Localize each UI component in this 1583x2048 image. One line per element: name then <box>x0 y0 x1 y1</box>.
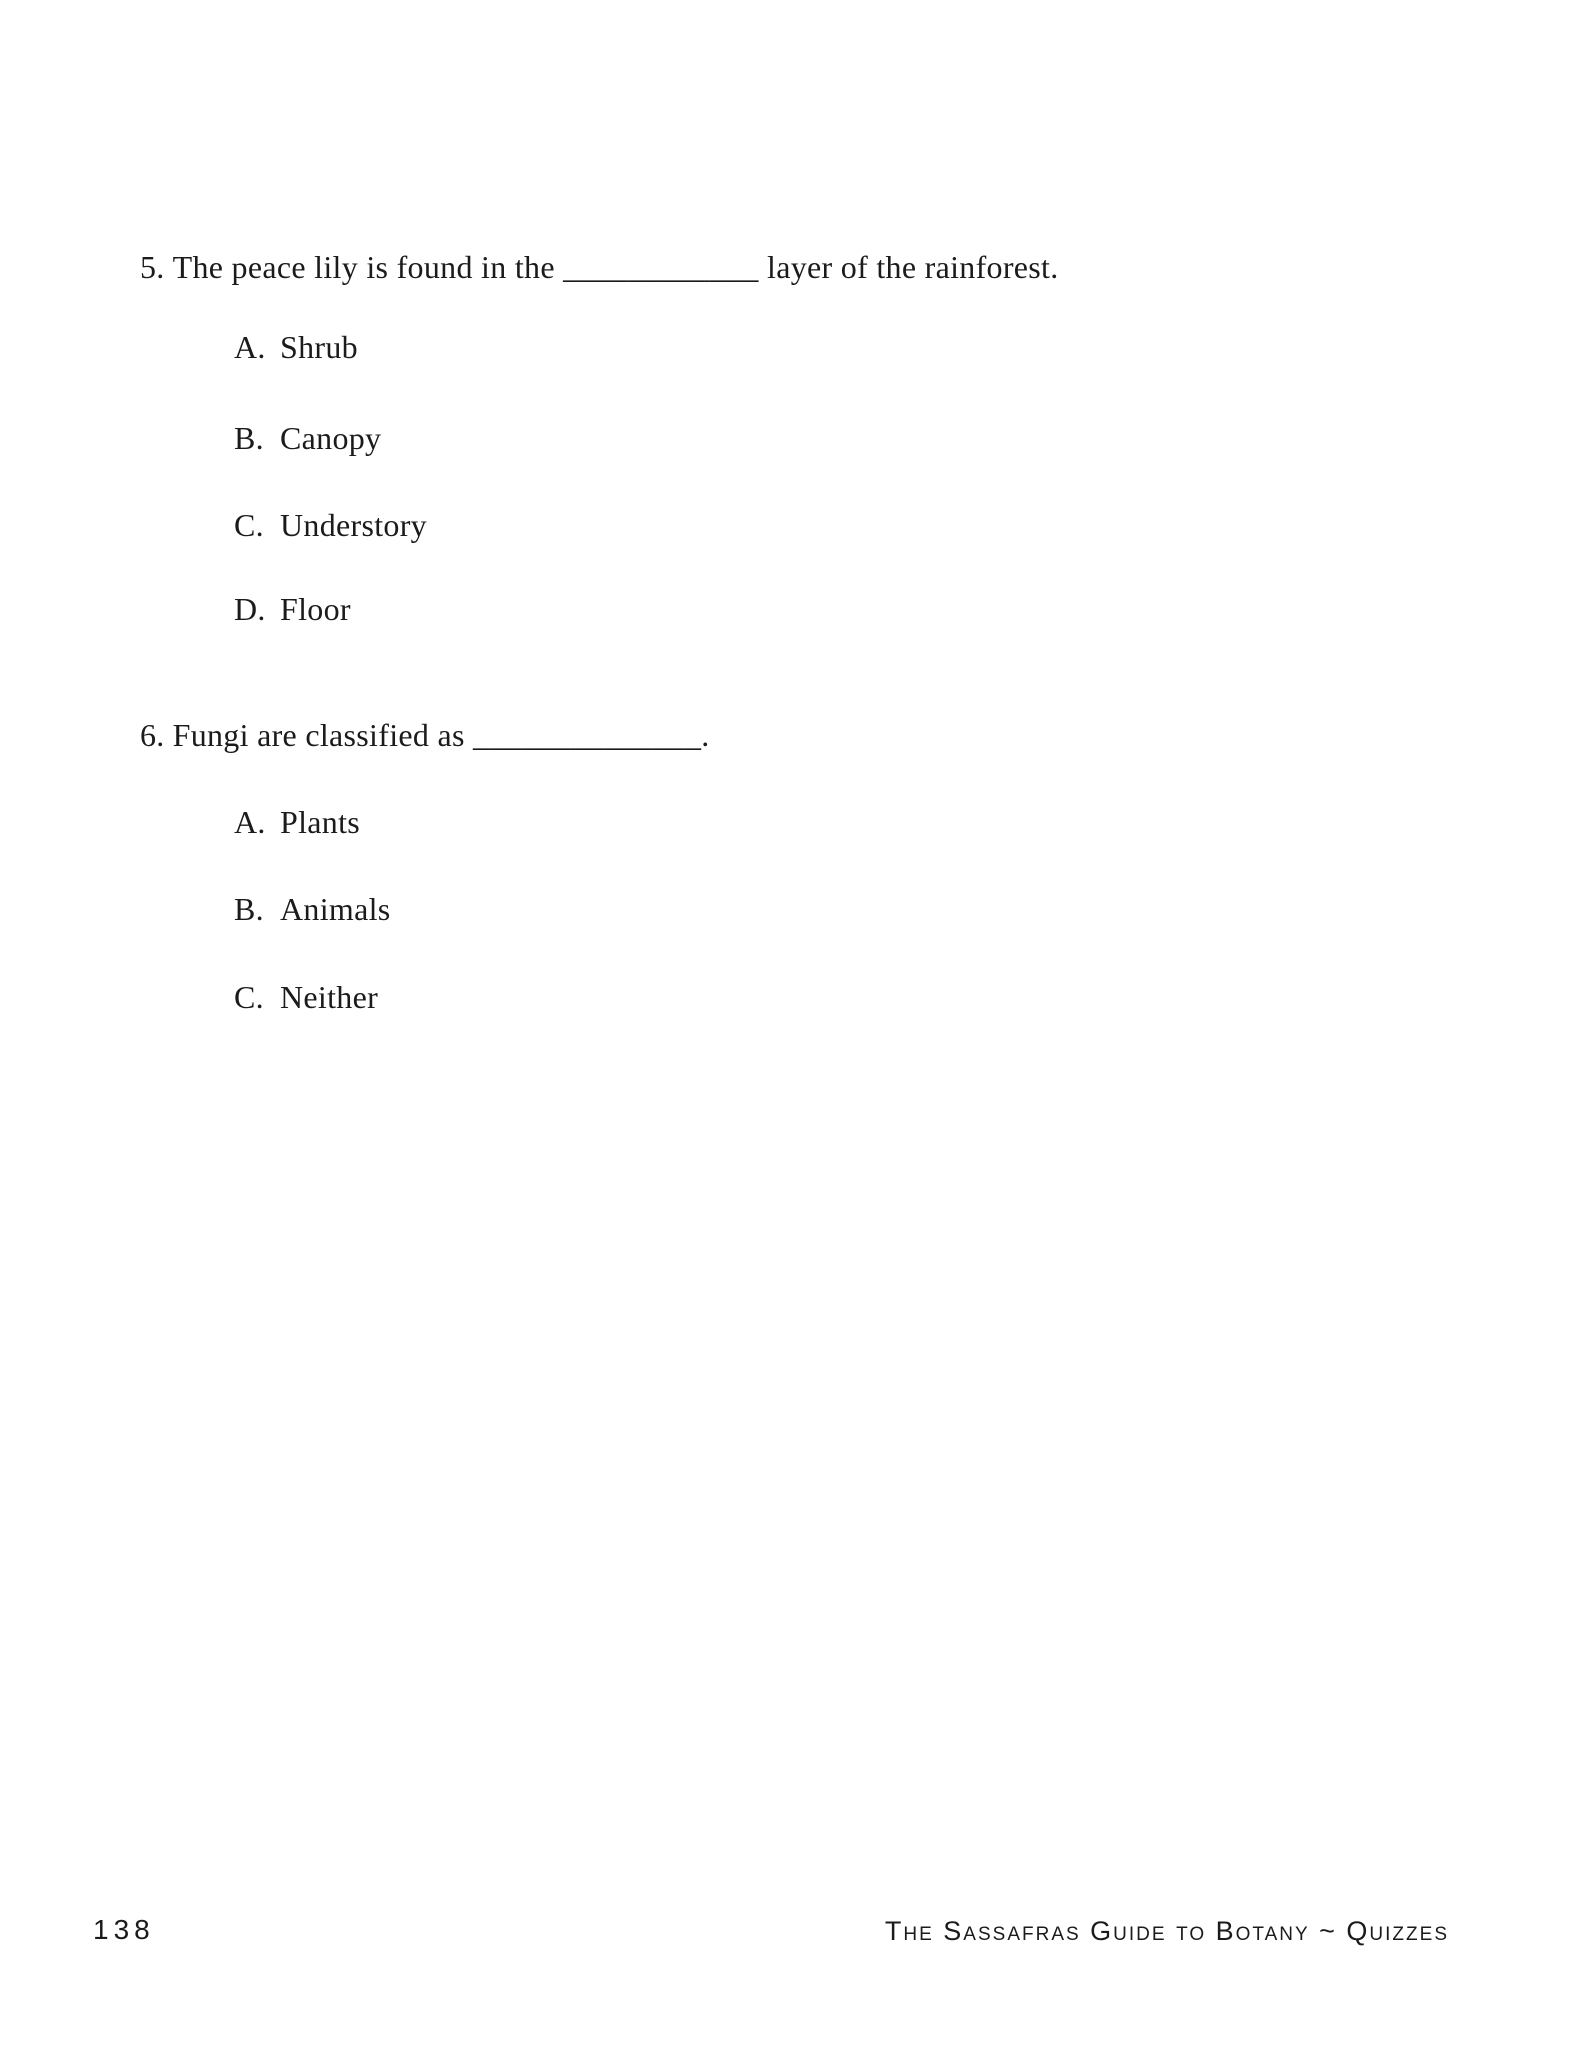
question-5-line <box>140 248 1059 286</box>
option-label: Understory <box>280 507 427 543</box>
question-5-number: 5. <box>140 249 165 285</box>
option-label: Shrub <box>280 329 358 365</box>
option-letter: D. <box>234 591 266 627</box>
option-letter: A. <box>234 329 266 365</box>
option-label: Floor <box>280 591 351 627</box>
option-letter: C. <box>234 979 264 1015</box>
question-5-text: The peace lily is found in the ____________ layer of the rainforest. <box>172 249 1059 285</box>
option-letter: A. <box>234 804 266 840</box>
question-5-option-d <box>234 590 351 628</box>
option-letter: B. <box>234 420 264 456</box>
book-title: The Sassafras Guide to Botany ~ Quizzes <box>884 1916 1449 1946</box>
question-5-option-a <box>234 328 358 366</box>
question-6-option-b <box>234 890 391 928</box>
question-6-option-c <box>234 978 378 1016</box>
option-label: Canopy <box>280 420 382 456</box>
option-letter: C. <box>234 507 264 543</box>
option-label: Plants <box>280 804 361 840</box>
page-number: 138 <box>93 1914 155 1945</box>
question-6-text: Fungi are classified as ______________. <box>172 717 710 753</box>
option-label: Neither <box>280 979 379 1015</box>
option-letter: B. <box>234 891 264 927</box>
question-6-number: 6. <box>140 717 165 753</box>
question-5-option-b <box>234 419 381 457</box>
question-5-option-c <box>234 506 427 544</box>
option-label: Animals <box>280 891 391 927</box>
question-6-line <box>140 716 710 754</box>
question-6-option-a <box>234 803 360 841</box>
